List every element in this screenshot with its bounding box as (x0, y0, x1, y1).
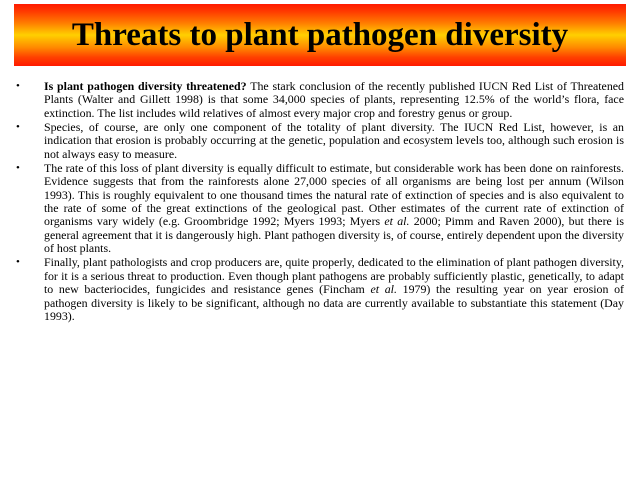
bullet-text-continued: 1979) the resulting year on year erosion of pathogen diversity is likely to be significant, although no data are currently available to substantiate this statement (Day 1993). (44, 282, 624, 323)
bullet-list (0, 80, 640, 324)
bullet-text-continued: 2000; Pimm and Raven 2000), but there is general agreement that it is dangerously high. Plant pathogen diversity is, of course, entirely dependent upon the diversity of host plants. (44, 214, 624, 256)
citation-et-al: et al. (384, 214, 410, 229)
bullet-item-3 (0, 162, 640, 255)
bullet-lead-question: Is plant pathogen diversity threatened? (44, 79, 247, 93)
bullet-icon: • (16, 162, 20, 175)
slide-title: Threats to plant pathogen diversity (71, 16, 569, 53)
citation-et-al: et al. (370, 282, 397, 297)
bullet-text: The stark conclusion of the recently published IUCN Red List of Threatened Plants (Walter and Gillett 1998) is that some 34,000 species of plants, representing 12.5% of the world’s flora, face extinction. The list includes wild relatives of almost every major crop and forestry genus or group. (44, 79, 624, 120)
bullet-item-4 (0, 256, 640, 323)
bullet-text: Species, of course, are only one component of the totality of plant diversity. The IUCN Red List, however, is an indication that erosion is probably occurring at the genetic, population and ecosystem levels too, although such erosion is not always easy to measure. (44, 120, 624, 161)
bullet-text: The rate of this loss of plant diversity is equally difficult to estimate, but considerable work has been done on rainforests. Evidence suggests that from the rainforests alone 27,000 species of all organisms are being lost per annum (Wilson 1993). This is roughly equivalent to one thousand times the natural rate of extinction of species and is also equivalent to the rate of some of the great extinctions of the geological past. Other estimates of the current rate of extinction of organisms vary widely (e.g. Groombridge 1992; Myers 1993; Myers (44, 161, 624, 229)
bullet-icon: • (16, 256, 20, 269)
bullet-item-2 (0, 121, 640, 161)
bullet-icon: • (16, 80, 20, 92)
bullet-text: Finally, plant pathologists and crop producers are, quite properly, dedicated to the elimination of plant pathogen diversity, for it is a serious threat to production. Even though plant pathogens are probably sufficiently plastic, genetically, to adapt to new bacteriocides, fungicides and resistance genes (Fincham (44, 255, 624, 297)
bullet-item-1 (0, 80, 640, 120)
bullet-icon: • (16, 121, 20, 134)
title-banner (14, 4, 626, 66)
